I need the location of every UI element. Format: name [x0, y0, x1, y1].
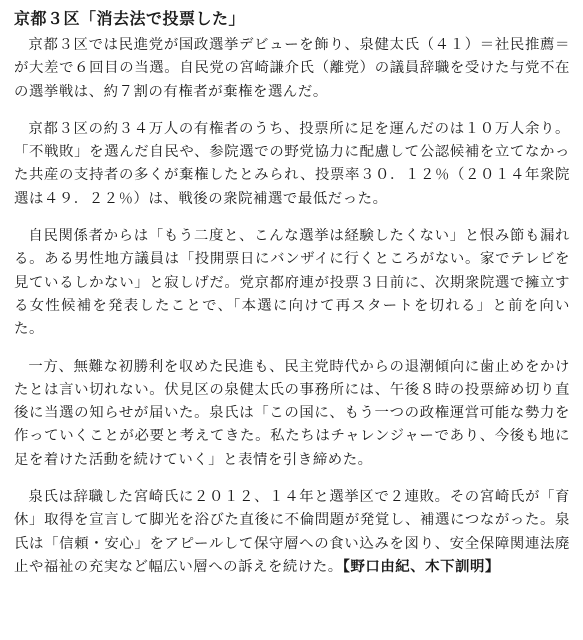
paragraph-2: 京都３区の約３４万人の有権者のうち、投票所に足を運んだのは１０万人余り。「不戦敗」を選んだ自民や、参院選での野党協力に配慮して公認候補を立てなかった共産の支持者の多くが棄権したとみられ、投票率３０．１２％（２０１４年衆院選は４９．２２％）は、戦後の衆院補選で最低だった。: [14, 120, 570, 207]
paragraph-1: 京都３区では民進党が国政選挙デビューを飾り、泉健太氏（４１）＝社民推薦＝が大差で６回目の当選。自民党の宮崎謙介氏（離党）の議員辞職を受けた与党不在の選挙戦は、約７割の有権者が棄権を選んだ。: [14, 37, 570, 100]
paragraph-4: 一方、無難な初勝利を収めた民進も、民主党時代からの退潮傾向に歯止めをかけたとは言い切れない。伏見区の泉健太氏の事務所には、午後８時の投票締め切り直後に当選の知らせが届いた。泉氏は「この国に、もう一つの政権運営可能な勢力を作っていくことが必要と考えてきた。私たちはチャレンジャーであり、今後も地に足を着けた活動を続けていく」と表情を引き締めた。: [14, 358, 570, 468]
headline: 京都３区「消去法で投票した」: [14, 9, 246, 28]
paragraph-5: [14, 486, 570, 579]
byline: 【野口由紀、木下訓明】: [342, 558, 500, 575]
paragraph-5-text: 泉氏は辞職した宮崎氏に２０１２、１４年と選挙区で２連敗。その宮崎氏が「育休」取得を宣言して脚光を浴びた直後に不倫問題が発覚し、補選につながった。泉氏は「信頼・安心」をアピールして保守層への食い込みを図り、安全保障関連法廃止や福祉の充実など幅広い層への訴えを続けた。: [14, 489, 570, 575]
news-article: [14, 8, 570, 579]
paragraph-3: 自民関係者からは「もう二度と、こんな選挙は経験したくない」と恨み節も漏れる。ある男性地方議員は「投開票日にバンザイに行くところがない。家でテレビを見ているしかない」と寂しげだ。党京都府連が投票３日前に、次期衆院選で擁立する女性候補を発表したことで、「本選に向けて再スタートを切れる」と前を向いた。: [14, 228, 570, 338]
